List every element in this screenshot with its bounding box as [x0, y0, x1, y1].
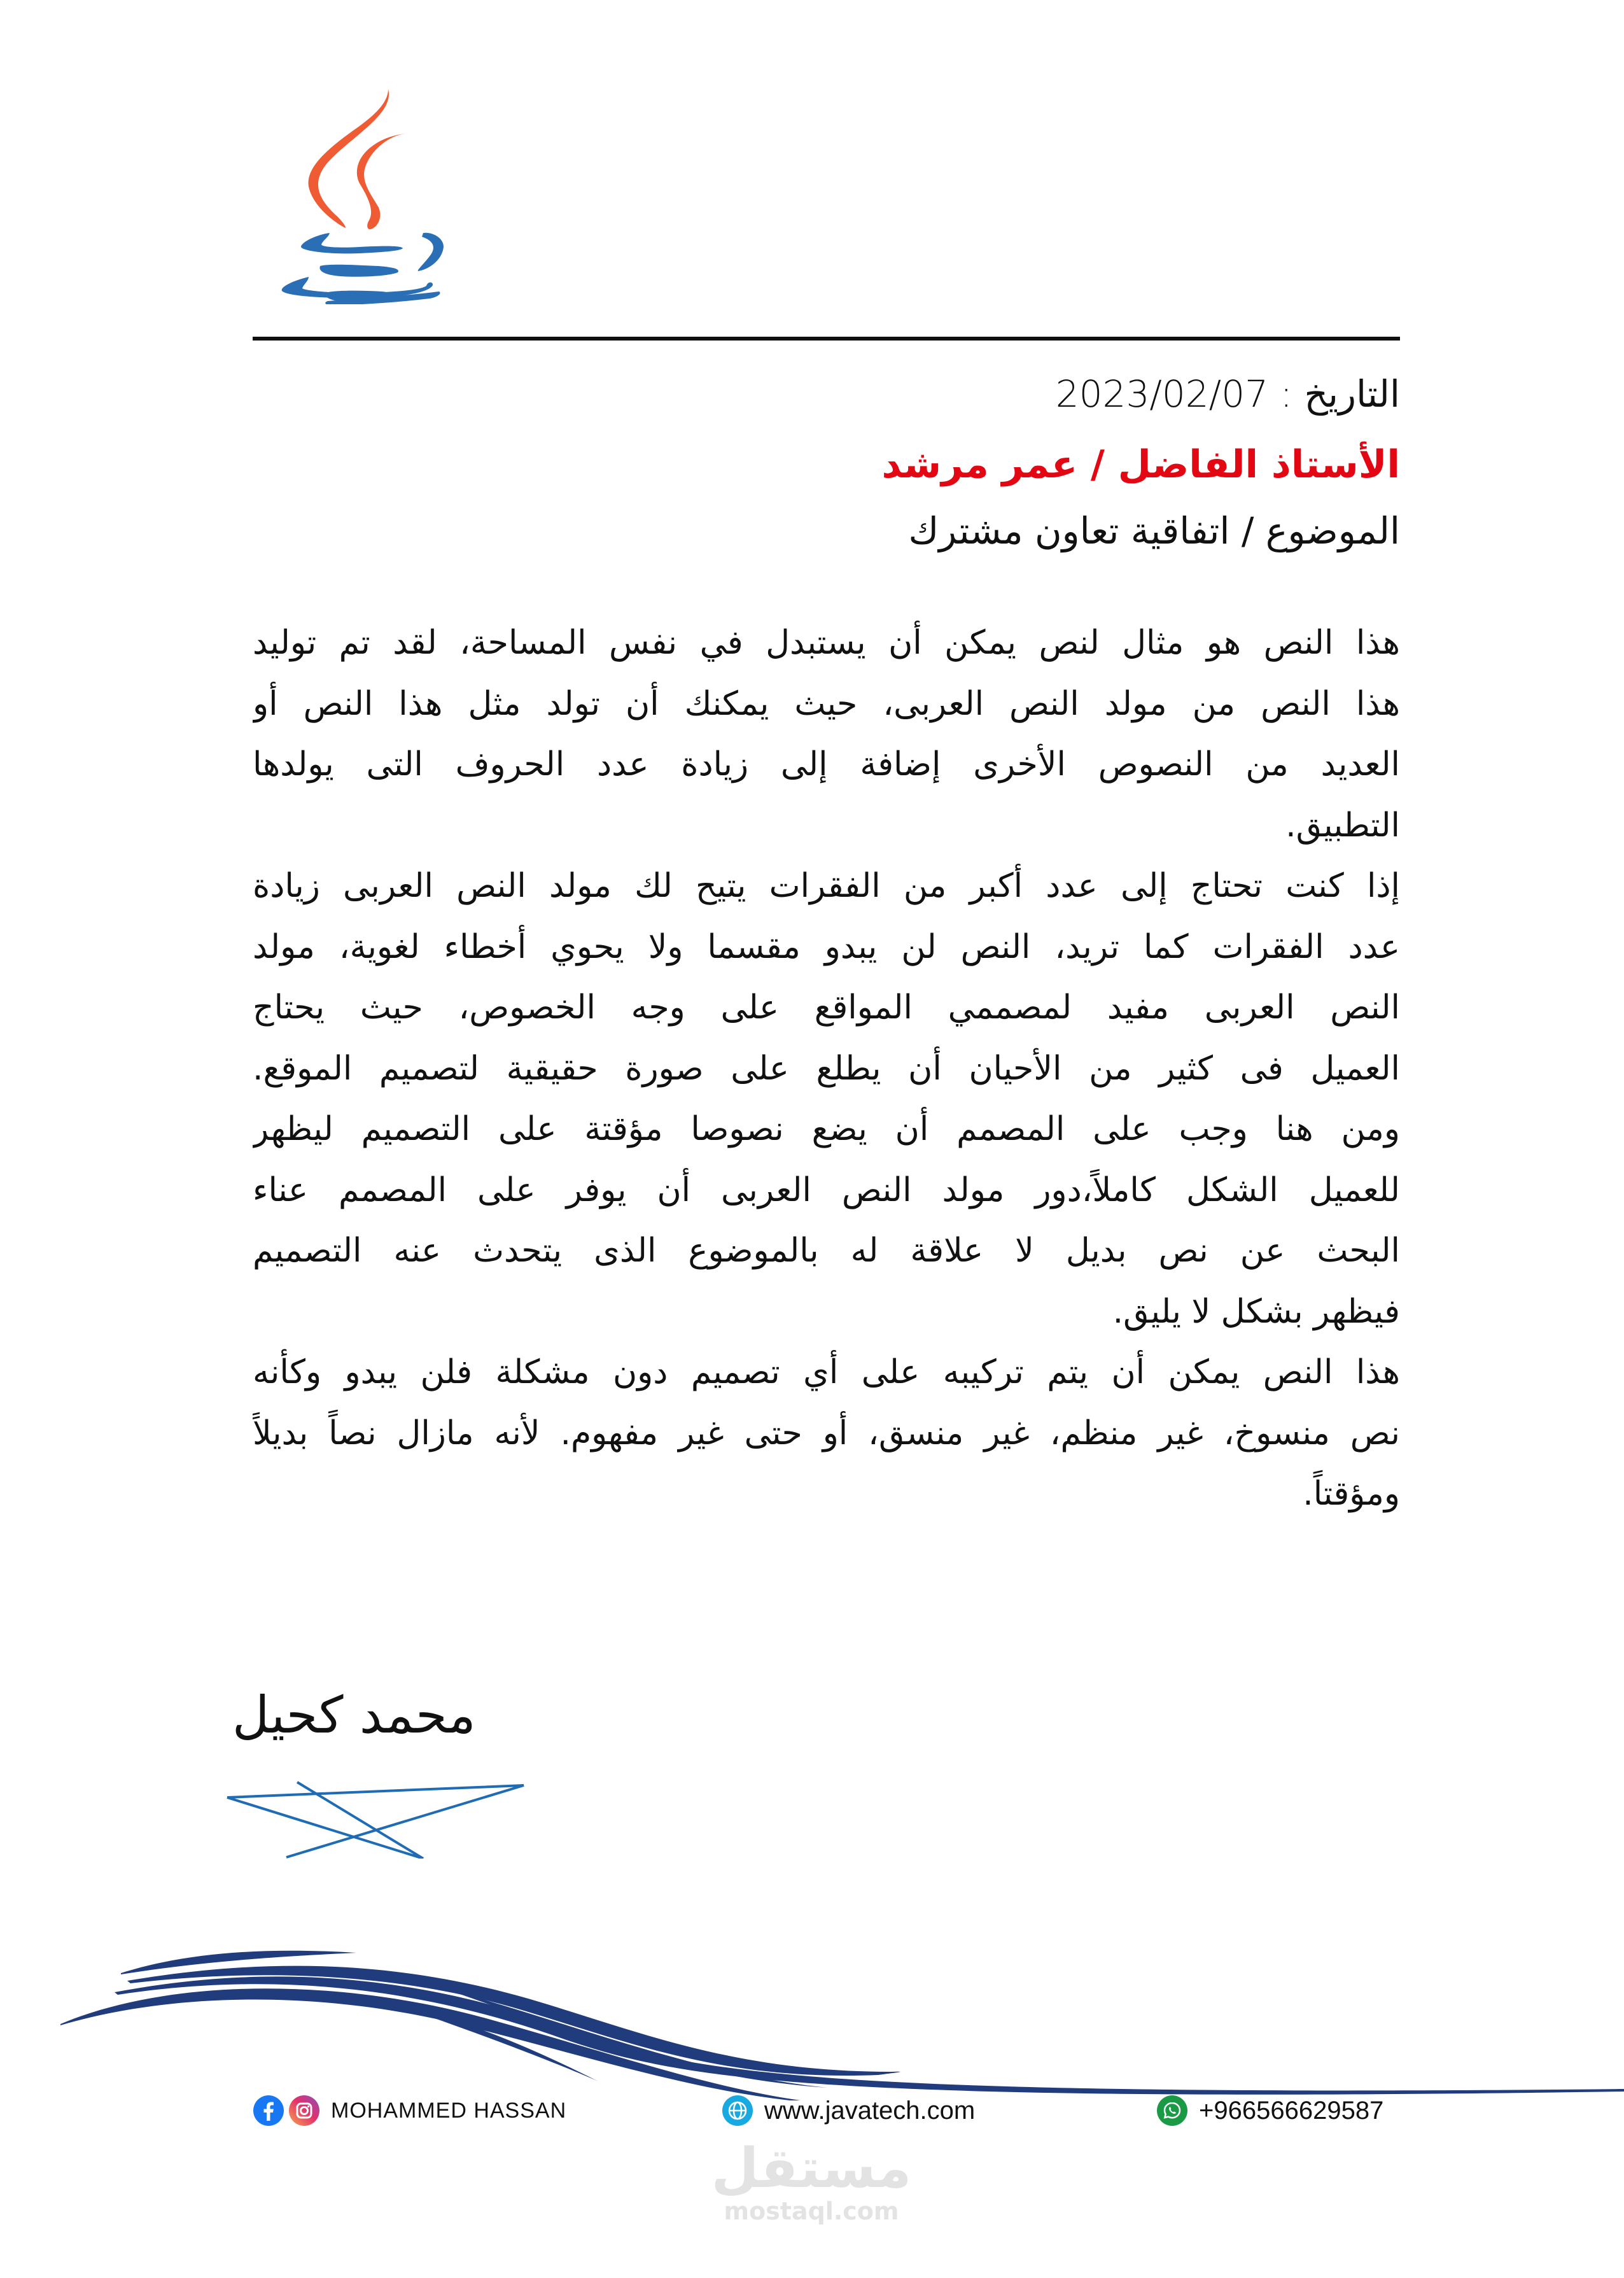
body-line: النص العربى مفيد لمصممي المواقع على وجه الخصوص، حيث يحتاج — [253, 988, 1400, 1027]
date-label: التاريخ : — [1280, 372, 1400, 416]
body-line: العديد من النصوص الأخرى إضافة إلى زيادة عدد الحروف التى يولدها — [253, 745, 1400, 784]
footer-website-contact[interactable] — [722, 2092, 975, 2130]
date-line — [1056, 372, 1400, 416]
letter-body — [253, 613, 1400, 1525]
body-line: للعميل الشكل كاملاً،دور مولد النص العربى أن يوفر على المصمم عناء — [253, 1171, 1400, 1209]
body-line: ومن هنا وجب على المصمم أن يضع نصوصا مؤقتة على التصميم ليظهر — [253, 1110, 1400, 1148]
social-name: MOHAMMED HASSAN — [331, 2098, 567, 2123]
recipient-line: الأستاذ الفاضل / عمر مرشد — [881, 442, 1400, 487]
mostaql-watermark — [710, 2137, 913, 2225]
subject-line: الموضوع / اتفاقية تعاون مشترك — [908, 509, 1400, 552]
body-line: عدد الفقرات كما تريد، النص لن يبدو مقسما ولا يحوي أخطاء لغوية، مولد — [253, 927, 1400, 966]
header-divider — [253, 337, 1400, 341]
watermark-arabic: مستقل — [711, 2137, 912, 2200]
body-line: نص منسوخ، غير منظم، غير منسق، أو حتى غير مفهوم. لأنه مازال نصاً بديلاً — [253, 1414, 1400, 1452]
globe-icon — [722, 2095, 753, 2126]
java-logo-icon — [258, 75, 449, 304]
instagram-icon[interactable] — [289, 2095, 319, 2126]
body-line: هذا النص من مولد النص العربى، حيث يمكنك أن تولد مثل هذا النص أو — [253, 684, 1400, 723]
body-line: إذا كنت تحتاج إلى عدد أكبر من الفقرات يتيح لك مولد النص العربى زيادة — [253, 867, 1400, 905]
body-line: ومؤقتاً. — [1303, 1475, 1400, 1513]
website-link[interactable]: www.javatech.com — [764, 2096, 976, 2125]
signature-scribble-icon — [220, 1769, 531, 1859]
date-value: 2023/02/07 — [1055, 372, 1269, 416]
footer-phone-contact[interactable] — [1157, 2092, 1383, 2130]
footer-wave-decoration — [0, 1922, 1624, 2100]
facebook-icon[interactable] — [253, 2095, 284, 2126]
body-line: التطبيق. — [1285, 806, 1400, 845]
whatsapp-icon — [1157, 2095, 1187, 2126]
body-line: هذا النص هو مثال لنص يمكن أن يستبدل في نفس المساحة، لقد تم توليد — [253, 624, 1400, 662]
body-line: هذا النص يمكن أن يتم تركيبه على أي تصميم دون مشكلة فلن يبدو وكأنه — [253, 1353, 1400, 1391]
body-line: العميل فى كثير من الأحيان أن يطلع على صورة حقيقية لتصميم الموقع. — [253, 1049, 1400, 1088]
phone-number[interactable]: +966566629587 — [1199, 2096, 1384, 2125]
watermark-latin: mostaql.com — [724, 2197, 899, 2225]
body-line: فيظهر بشكل لا يليق. — [1112, 1292, 1400, 1331]
body-line: البحث عن نص بديل لا علاقة له بالموضوع الذى يتحدث عنه التصميم — [253, 1232, 1400, 1270]
footer-social-contact[interactable] — [253, 2092, 566, 2130]
signature-name: محمد كحيل — [232, 1685, 476, 1745]
